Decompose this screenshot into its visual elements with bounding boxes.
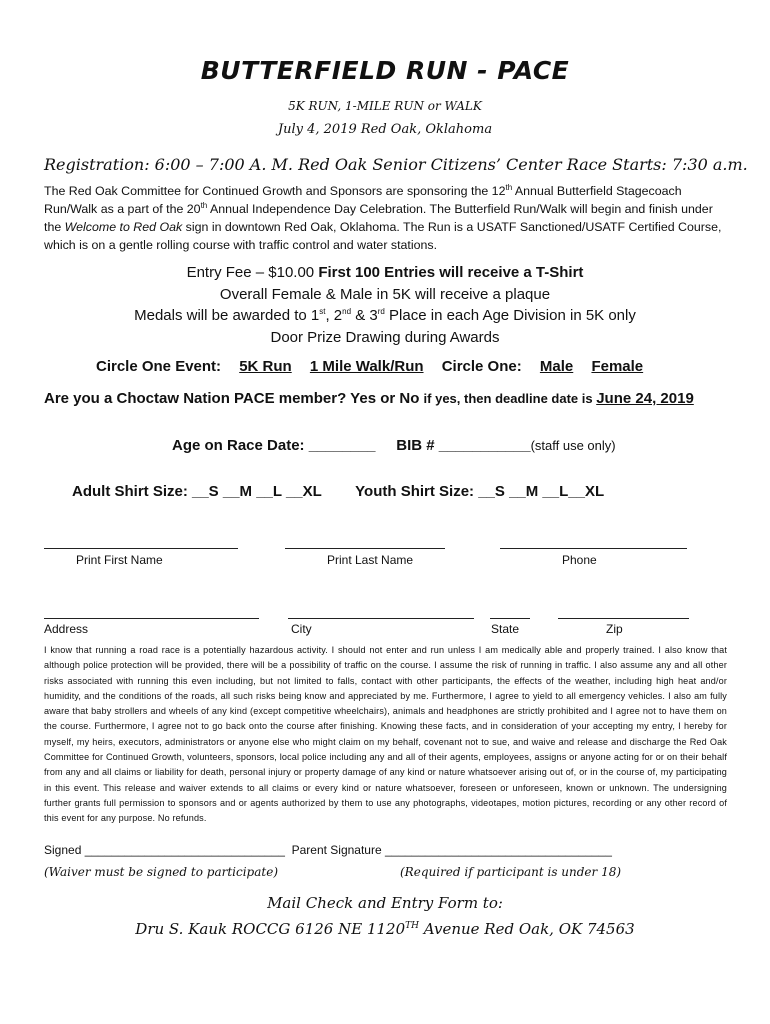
address-line[interactable] bbox=[44, 618, 259, 619]
intro-text-2: Annual Butterfield Stagecoach Run/Walk as a part of the 20 bbox=[44, 184, 682, 216]
event-option-5k[interactable]: 5K Run bbox=[239, 358, 292, 375]
mail-heading: Mail Check and Entry Form to: bbox=[267, 894, 503, 912]
registration-times: Registration: 6:00 – 7:00 A. M. Red Oak Senior Citizens’ Center Race Starts: 7:30 a.m. bbox=[44, 155, 748, 174]
first-name-line[interactable] bbox=[44, 548, 238, 549]
fee-block bbox=[0, 262, 770, 348]
pace-deadline-note: if yes, then deadline date is bbox=[423, 391, 597, 406]
medals-text-b: , 2 bbox=[325, 307, 343, 324]
shirt-size-row bbox=[72, 483, 604, 500]
intro-paragraph bbox=[44, 182, 729, 254]
waiver-required-note: (Waiver must be signed to participate) bbox=[44, 865, 278, 879]
waiver-text: I know that running a road race is a potentially hazardous activity. I should not enter and run unless I am medically able and properly trained. I also know that although police protection will be provided, there will be a possibility of traffic on the course. I assume the risk of running in traffic. I also assume any and all other risks associated with running this even including, but not limited to falls, contact with other participants, the effects of the weather, including high heat and/or humidity, and the conditions of the roads, all such risks being know and appreciated by me. Furthermore, I agree to yield to all emergency vehicles. I also am fully aware that baby strollers and wheels of any kind (except competitive wheelchairs), animals and headphones are strictly prohibited and I agree not to have them on the course. Furthermore, I agree not to go back onto the course after finishing. Knowing these facts, and in consideration of your accepting my entry, I hereby for myself, my heirs, executors, administrators or anyone else who might claim on my behalf, covenant not to sue, and waive and release and discharge the Red Oak Committee for Continued Growth, volunteers, sponsors, local police including any and all of their agents, employees, assigns or anyone acting for or on their behalf from any and all claims or liability for death, personal injury or property damage of any kind or nature whatsoever arising out of, or in the course of, my participating in this event. This release and waiver extends to all claims or every kind or nature whatsoever, foreseen or unforeseen, known or unknown. The undersigning further grants full permission to sponsors and or agents authorized by them to use any photographs, videotapes, motion pictures, recording or any other record of this event for any purpose. No refunds. bbox=[44, 645, 727, 824]
state-label: State bbox=[491, 622, 520, 636]
city-line[interactable] bbox=[288, 618, 474, 619]
pace-question-text: Are you a Choctaw Nation PACE member? Yes or No bbox=[44, 390, 424, 407]
event-label: Circle One Event: bbox=[96, 358, 222, 375]
plaque-line: Overall Female & Male in 5K will receive a plaque bbox=[219, 285, 551, 303]
first-name-label: Print First Name bbox=[76, 553, 163, 567]
staff-use-note: (staff use only) bbox=[530, 438, 616, 453]
medals-sup-1: st bbox=[319, 307, 326, 316]
intro-text-3: Annual Independence Day Celebration. The Butterfield Run/Walk will begin and finish under the bbox=[44, 202, 713, 234]
medals-text-a: Medals will be awarded to 1 bbox=[134, 307, 320, 324]
entry-fee-line bbox=[0, 262, 770, 284]
medals-text-d: Place in each Age Division in 5K only bbox=[384, 307, 636, 324]
last-name-label: Print Last Name bbox=[327, 553, 414, 567]
mail-address bbox=[0, 920, 770, 938]
zip-line[interactable] bbox=[558, 618, 689, 619]
intro-sup-1: th bbox=[505, 182, 513, 192]
signed-field[interactable]: Signed ______________________________ bbox=[44, 843, 285, 857]
youth-shirt-size[interactable]: Youth Shirt Size: __S __M __L__XL bbox=[355, 483, 605, 500]
medals-text-c: & 3 bbox=[351, 307, 378, 324]
zip-label: Zip bbox=[606, 622, 623, 636]
entry-fee: Entry Fee – $10.00 bbox=[186, 264, 319, 281]
intro-sign-name: Welcome to Red Oak bbox=[64, 220, 183, 234]
city-label: City bbox=[291, 622, 312, 636]
pace-question bbox=[44, 390, 694, 407]
medals-sup-3: rd bbox=[377, 307, 385, 316]
age-bib-row bbox=[172, 437, 616, 454]
page-title: BUTTERFIELD RUN - PACE bbox=[200, 56, 570, 85]
mail-address-text-b: Avenue Red Oak, OK 74563 bbox=[418, 920, 635, 938]
circle-event-row bbox=[96, 358, 657, 375]
intro-text-4: sign in downtown Red Oak, Oklahoma. The Run is a USATF Sanctioned/USATF Certified Course, which is on a gentle rolling course with traffic control and water stations. bbox=[44, 220, 722, 252]
door-prize-line: Door Prize Drawing during Awards bbox=[270, 328, 500, 346]
last-name-line[interactable] bbox=[285, 548, 445, 549]
parent-required-note: (Required if participant is under 18) bbox=[400, 865, 622, 879]
mail-address-text-a: Dru S. Kauk ROCCG 6126 NE 1120 bbox=[135, 920, 406, 938]
tshirt-offer: First 100 Entries will receive a T-Shirt bbox=[318, 264, 584, 281]
event-option-1mile[interactable]: 1 Mile Walk/Run bbox=[309, 358, 424, 375]
medals-line bbox=[0, 305, 770, 327]
gender-option-male[interactable]: Male bbox=[539, 358, 574, 375]
adult-shirt-size[interactable]: Adult Shirt Size: __S __M __L __XL bbox=[72, 483, 322, 500]
gender-option-female[interactable]: Female bbox=[591, 358, 644, 375]
bib-field: BIB # ___________ bbox=[396, 437, 531, 454]
medals-sup-2: nd bbox=[342, 307, 352, 316]
age-field[interactable]: Age on Race Date: ________ bbox=[172, 437, 376, 454]
gender-label: Circle One: bbox=[441, 358, 522, 375]
intro-text-1: The Red Oak Committee for Continued Growth and Sponsors are sponsoring the 12 bbox=[44, 184, 506, 198]
signature-row bbox=[44, 843, 612, 857]
intro-sup-2: th bbox=[200, 200, 208, 210]
address-label: Address bbox=[44, 622, 89, 636]
parent-signature-field[interactable]: Parent Signature __________________________________ bbox=[291, 843, 612, 857]
phone-label: Phone bbox=[562, 553, 597, 567]
phone-line[interactable] bbox=[500, 548, 687, 549]
state-line[interactable] bbox=[490, 618, 530, 619]
pace-deadline-date: June 24, 2019 bbox=[596, 390, 694, 407]
date-location: July 4, 2019 Red Oak, Oklahoma bbox=[277, 122, 493, 137]
race-types: 5K RUN, 1-MILE RUN or WALK bbox=[288, 99, 482, 113]
mail-address-sup: TH bbox=[405, 921, 419, 931]
